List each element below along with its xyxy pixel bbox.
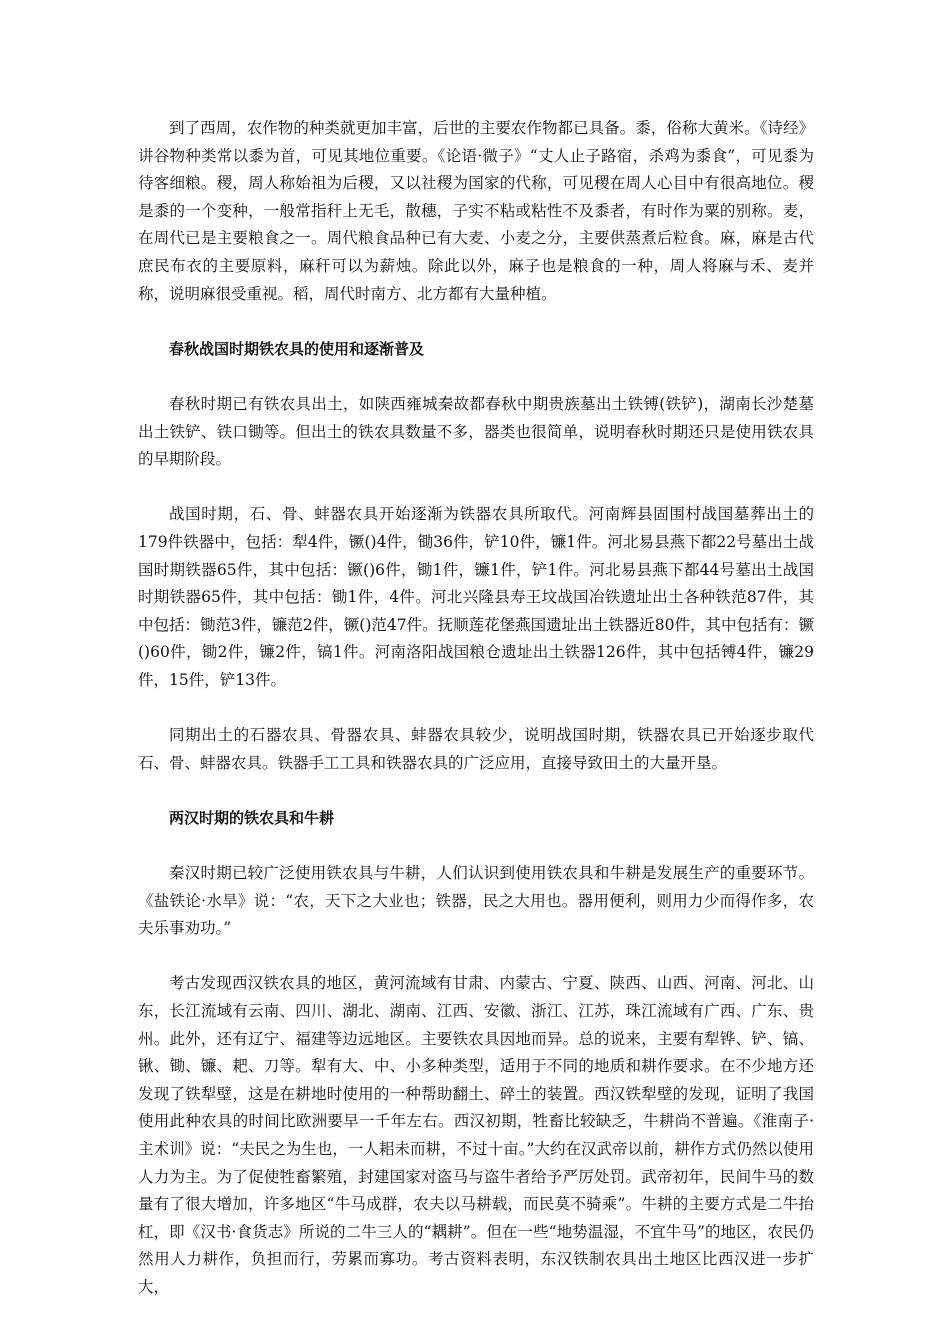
- paragraph-gap: [138, 943, 814, 971]
- section-heading-spring-autumn-iron-tools: 春秋战国时期铁农具的使用和逐渐普及: [169, 339, 425, 358]
- paragraph-spring-autumn-iron-tools: 春秋时期已有铁农具出土，如陕西雍城秦故都春秋中期贵族墓出土铁镈(铁铲)，湖南长沙楚墓出土铁铲、铁口锄等。但出土的铁农具数量不多，器类也很简单，说明春秋时期还只是使用铁农具的早期阶段。: [138, 394, 814, 469]
- paragraph-gap: [138, 832, 814, 860]
- section-heading-han-iron-and-ox-plowing: 两汉时期的铁农具和牛耕: [169, 808, 335, 827]
- document-page: [138, 115, 814, 1302]
- paragraph-warring-states-iron-tools: 战国时期，石、骨、蚌器农具开始逐渐为铁器农具所取代。河南辉县固围村战国墓葬出土的179件铁器中，包括：犁4件，镢()4件，锄36件，铲10件，镰1件。河北易县燕下都22号墓出土战国时期铁器65件，其中包括：镢()6件，锄1件，镰1件，铲1件。河北易县燕下都44号墓出土战国时期铁器65件，其中包括：锄1件，4件。河北兴隆县寿王坟战国冶铁遗址出土各种铁范87件，其中包括：锄范3件，镰范2件，镢()范47件。抚顺莲花堡燕国遗址出土铁器近80件，其中包括有：镢()60件，锄2件，镰2件，镐1件。河南洛阳战国粮仓遗址出土铁器126件，其中包括镈4件，镰29件，15件，铲13件。: [138, 505, 814, 689]
- paragraph-qin-han-iron-and-oxen: 秦汉时期已较广泛使用铁农具与牛耕，人们认识到使用铁农具和牛耕是发展生产的重要环节。《盐铁论·水旱》说：“农，天下之大业也；铁器，民之大用也。器用便利，则用力少而得作多，农夫乐事劝功。”: [138, 864, 814, 938]
- paragraph-gap: [138, 363, 814, 391]
- paragraph-gap: [138, 308, 814, 336]
- paragraph-gap: [138, 694, 814, 722]
- paragraph-gap: [138, 777, 814, 805]
- paragraph-western-zhou-crops: 到了西周，农作物的种类就更加丰富，后世的主要农作物都已具备。黍，俗称大黄米。《诗经》讲谷物种类常以黍为首，可见其地位重要。《论语·微子》“丈人止子路宿，杀鸡为黍食”，可见黍为待客细粮。稷，周人称始祖为后稷，又以社稷为国家的代称，可见稷在周人心目中有很高地位。稷是黍的一个变种，一般常指秆上无毛，散穗，子实不粘或粘性不及黍者，有时作为粟的别称。麦，在周代已是主要粮食之一。周代粮食品种已有大麦、小麦之分，主要供蒸煮后粒食。麻，麻是古代庶民布衣的主要原料，麻秆可以为薪烛。除此以外，麻子也是粮食的一种，周人将麻与禾、麦并称，说明麻很受重视。稻，周代时南方、北方都有大量种植。: [138, 119, 814, 303]
- paragraph-gap: [138, 474, 814, 502]
- paragraph-iron-replacing-stone: 同期出土的石器农具、骨器农具、蚌器农具较少，说明战国时期，铁器农具已开始逐步取代石、骨、蚌器农具。铁器手工工具和铁器农具的广泛应用，直接导致田土的大量开垦。: [138, 726, 814, 772]
- paragraph-western-han-archaeology: 考古发现西汉铁农具的地区，黄河流域有甘肃、内蒙古、宁夏、陕西、山西、河南、河北、山东，长江流域有云南、四川、湖北、湖南、江西、安徽、浙江、江苏，珠江流域有广西、广东、贵州。此外，还有辽宁、福建等边远地区。主要铁农具因地而异。总的说来，主要有犁铧、铲、镐、锹、锄、镰、耙、刀等。犁有大、中、小多种类型，适用于不同的地质和耕作要求。在不少地方还发现了铁犁壁，这是在耕地时使用的一种帮助翻土、碎土的装置。西汉铁犁壁的发现，证明了我国使用此种农具的时间比欧洲要早一千年左右。西汉初期，牲畜比较缺乏，牛耕尚不普遍。《淮南子·主术训》说：“夫民之为生也，一人耜未而耕，不过十亩。”大约在汉武帝以前，耕作方式仍然以使用人力为主。为了促使牲畜繁殖，封建国家对盗马与盗牛者给予严厉处罚。武帝初年，民间牛马的数量有了很大增加，许多地区“牛马成群，农夫以马耕载，而民莫不骑乘”。牛耕的主要方式是二牛抬杠，即《汉书·食货志》所说的二牛三人的“耦耕”。但在一些“地势温湿，不宜牛马”的地区，农民仍然用人力耕作，负担而行，劳累而寡功。考古资料表明，东汉铁制农具出土地区比西汉进一步扩大，: [138, 974, 814, 1296]
